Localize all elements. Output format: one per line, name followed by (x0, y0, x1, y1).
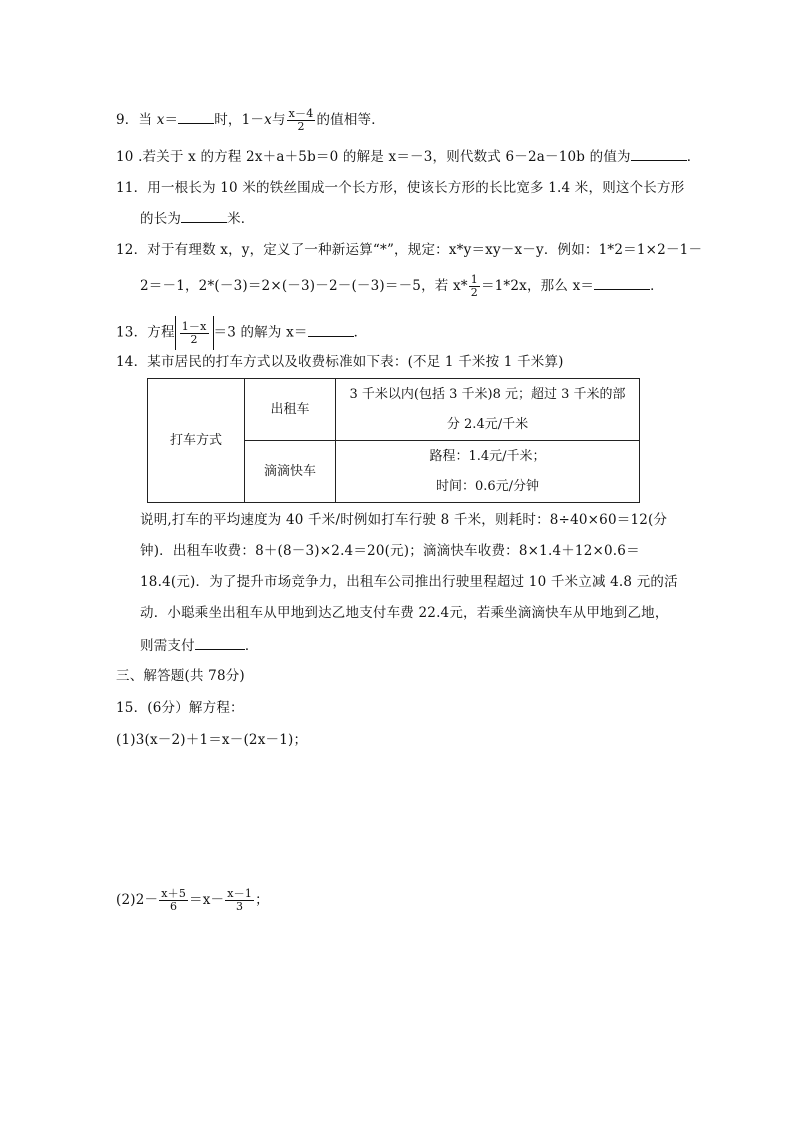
answer-blank[interactable] (631, 146, 687, 161)
question-14-note2: 钟)．出租车收费：8＋(8－3)×2.4＝20(元)；滴滴快车收费：8×1.4＋12×0.6＝ (140, 543, 640, 559)
question-15-eq2: (2)2－ $\frac{x+5}{6}$ ＝x－ $\frac{x-1}{3}$ ； (116, 887, 269, 913)
question-12-line2: 2＝－1，2*(－3)＝2×(－3)－2－(－3)＝－5，若 x* $\frac{1}{2}$ ＝1*2x，那么 x＝ ． (140, 273, 664, 299)
fare-table-rowhead: 打车方式 (148, 379, 245, 503)
answer-blank[interactable] (178, 109, 214, 124)
question-14-note3: 18.4(元)．为了提升市场竞争力，出租车公司推出行驶里程超过 10 千米立减 4.8 元的活 (140, 574, 678, 590)
question-14-note5: 则需支付 ． (140, 635, 259, 656)
question-11-line1: 11．用一根长为 10 米的铁丝围成一个长方形，使该长方形的长比宽多 1.4 米，则这个长方形 (116, 180, 685, 196)
answer-blank[interactable] (181, 208, 227, 223)
fraction: $\frac{1}{2}$ (470, 273, 478, 299)
question-11-line2: 的长为 米． (140, 208, 255, 229)
fraction: $\frac{x+5}{6}$ (161, 887, 187, 913)
question-14-intro: 14．某市居民的打车方式以及收费标准如下表：(不足 1 千米按 1 千米算) (116, 354, 564, 370)
fare-table-taxi: 出租车 (245, 379, 336, 441)
question-13: 13．方程 $\frac{1-x}{2}$ ＝3 的解为 x＝ ． (116, 316, 367, 350)
fare-table (147, 378, 640, 503)
fraction: $\frac{1-x}{2}$ (181, 319, 207, 346)
absolute-value (175, 316, 214, 350)
question-9: 9．当 x＝ 时，1－x与 $\frac{x-4}{2}$ 的值相等． (116, 107, 385, 133)
answer-blank[interactable] (195, 635, 245, 650)
fraction: $\frac{x-4}{2}$ (288, 107, 314, 133)
fare-table-didi-rule: 路程：1.4元/千米； 时间：0.6元/分钟 (336, 441, 640, 503)
answer-blank[interactable] (594, 275, 650, 290)
question-14-note4: 动．小聪乘坐出租车从甲地到达乙地支付车费 22.4元，若乘坐滴滴快车从甲地到乙地， (140, 605, 669, 621)
question-14-note1: 说明,打车的平均速度为 40 千米/时例如打车行驶 8 千米，则耗时：8÷40×60＝12(分 (140, 512, 668, 528)
question-15-title: 15．(6分）解方程： (116, 700, 244, 716)
fraction: $\frac{x-1}{3}$ (227, 887, 253, 913)
fare-table-didi: 滴滴快车 (245, 441, 336, 503)
question-15-eq1: (1)3(x－2)＋1＝x－(2x－1)； (116, 732, 308, 748)
fare-table-taxi-rule: 3 千米以内(包括 3 千米)8 元；超过 3 千米的部 分 2.4元/千米 (336, 379, 640, 441)
question-12-line1: 12．对于有理数 x，y，定义了一种新运算“*”，规定：x*y＝xy－x－y．例如：1*2＝1×2－1－ (116, 242, 703, 258)
section-heading: 三、解答题(共 78分) (116, 668, 245, 684)
answer-blank[interactable] (308, 322, 354, 337)
question-10: 10 .若关于 x 的方程 2x＋a＋5b＝0 的解是 x＝－3，则代数式 6－2a－10b 的值为 ． (116, 146, 700, 167)
